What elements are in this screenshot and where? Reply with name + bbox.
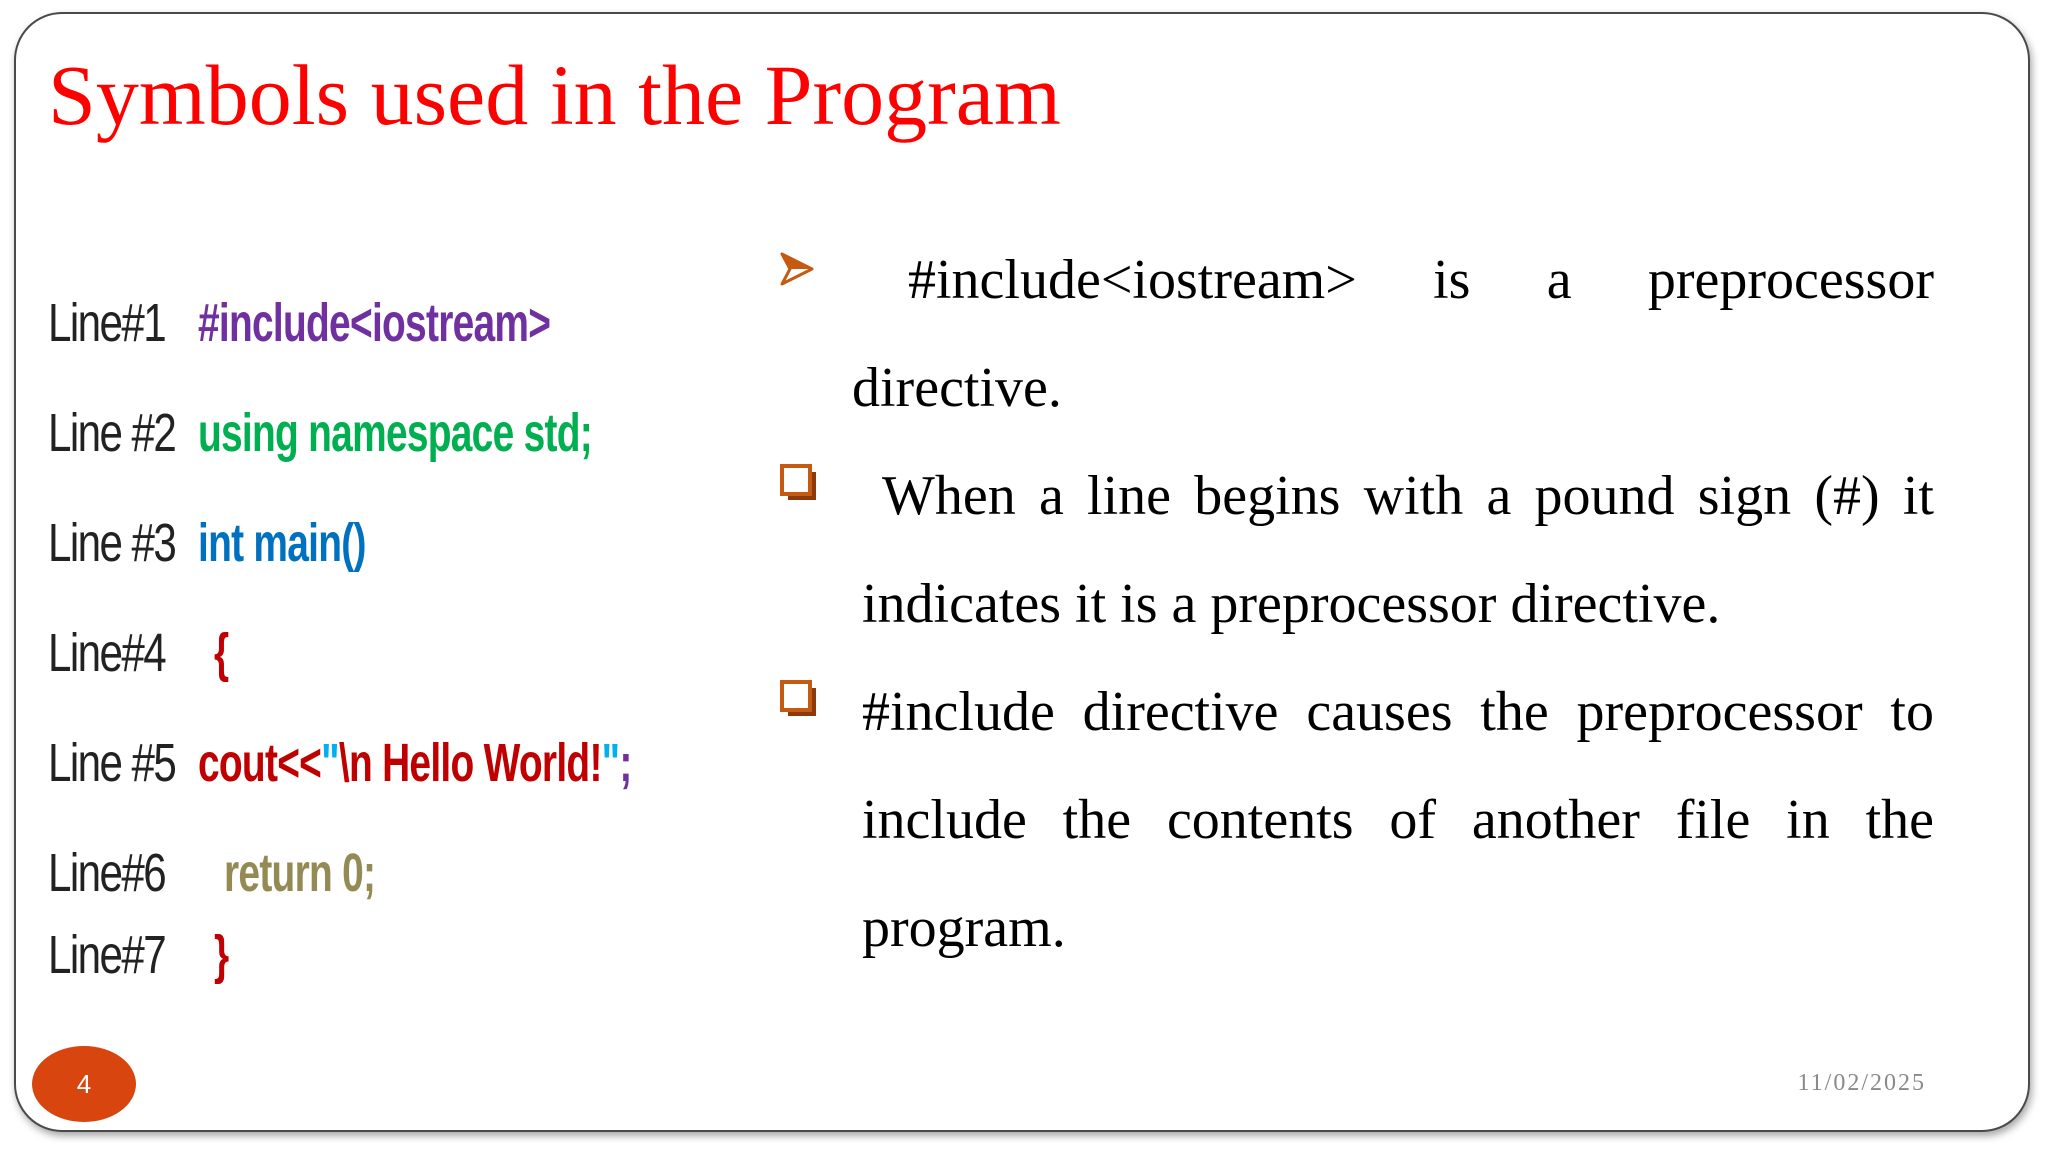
square-bullet-icon: [780, 680, 818, 718]
code-semicolon: ;: [619, 733, 632, 793]
code-text: #include<iostream>: [198, 293, 551, 353]
code-text: using namespace std;: [198, 403, 592, 463]
square-bullet-icon: [780, 464, 818, 502]
code-string: \n Hello World!: [338, 733, 602, 793]
bullet-text-3: #include directive causes the preprocessor to include the contents of another file in the program.: [862, 681, 1934, 959]
bullet-text-2: When a line begins with a pound sign (#) it indicates it is a preprocessor directive.: [862, 465, 1934, 635]
code-text: int main(): [198, 513, 366, 573]
slide-date: 11/02/2025: [1797, 1070, 1926, 1096]
line-label: Line#6: [48, 843, 166, 903]
slide-title: Symbols used in the Program: [48, 47, 1061, 143]
code-quote-open: ": [321, 733, 339, 793]
code-quote-close: ": [601, 733, 620, 793]
bullet-text-1: #include<iostream> is a preprocessor directive.: [852, 249, 1934, 419]
code-cout: cout<<: [198, 733, 322, 793]
slide-number-badge: 4: [32, 1046, 136, 1122]
arrow-bullet-icon: [780, 252, 814, 286]
line-label: Line#1: [48, 293, 166, 353]
line-label: Line #3: [48, 513, 176, 573]
code-text: {: [214, 623, 229, 683]
code-text: }: [214, 925, 229, 985]
code-text: return 0;: [224, 843, 376, 903]
line-label: Line #2: [48, 403, 176, 463]
line-label: Line #5: [48, 733, 176, 793]
code-text: [198, 732, 632, 794]
line-label: Line#7: [48, 925, 166, 985]
line-label: Line#4: [48, 623, 166, 683]
